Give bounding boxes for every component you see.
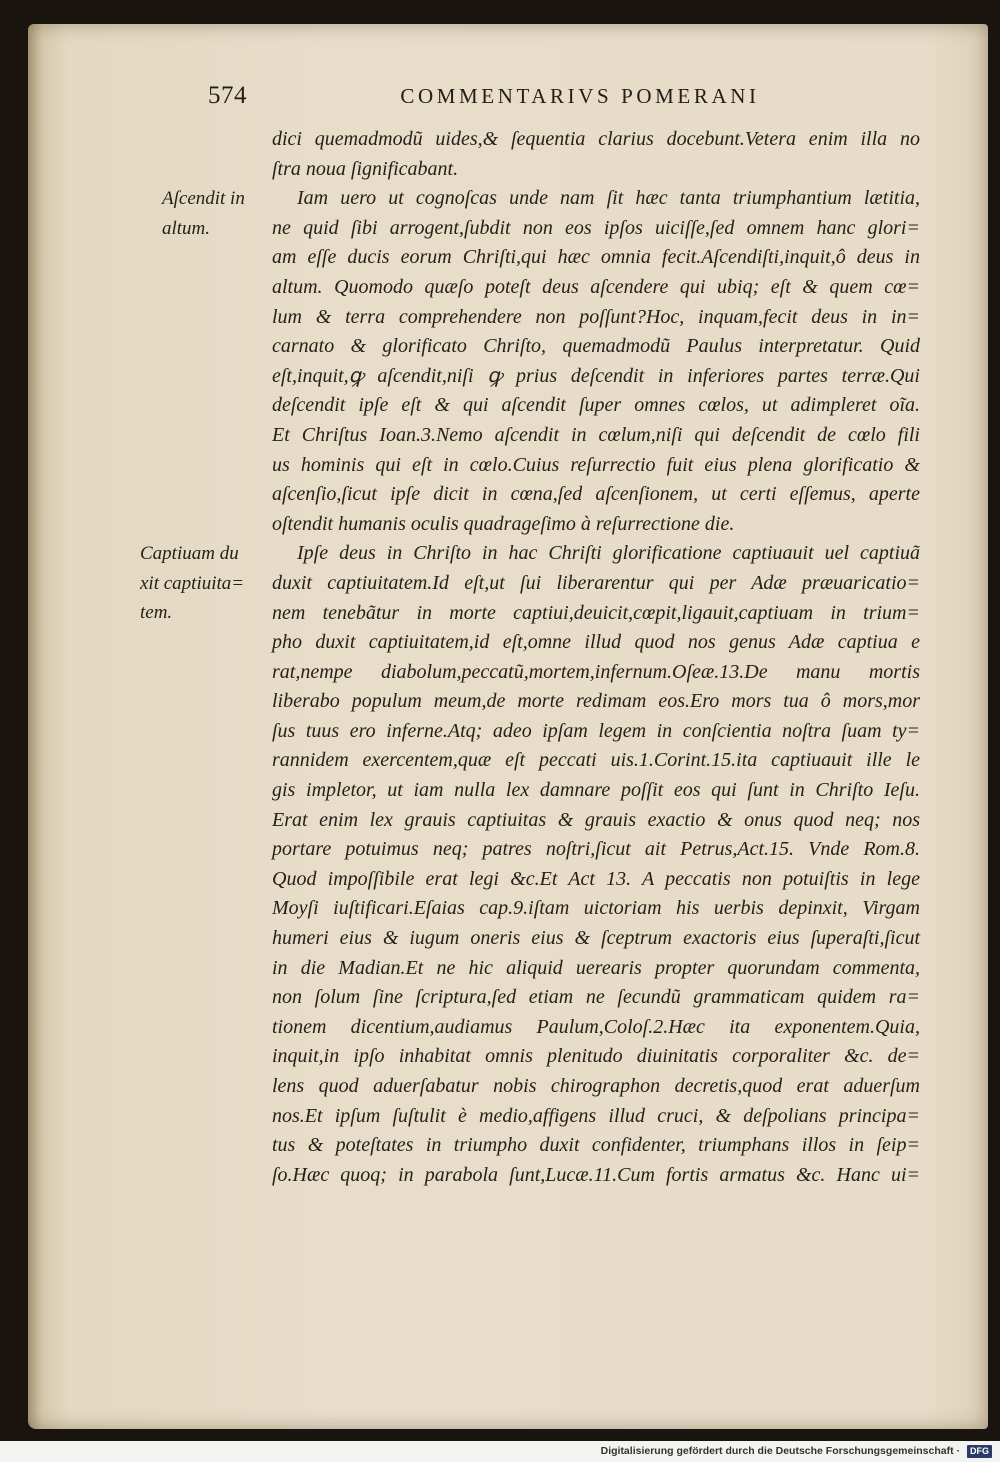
- text-line: nos.Et ipſum ſuſtulit è medio,affigens illud cruci, & deſpolians principa=: [272, 1104, 920, 1127]
- text-line: portare potuimus neq; patres noſtri,ſicut ait Petrus,Act.15. Vnde Rom.8.: [272, 838, 920, 861]
- footer-strip: [0, 1441, 1000, 1462]
- dfg-logo: DFG: [967, 1445, 992, 1458]
- body-text: [272, 125, 920, 1190]
- text-line: Et Chriſtus Ioan.3.Nemo aſcendit in cœlum,niſi qui deſcendit de cœlo fili: [272, 423, 920, 446]
- text-line: Moyſi iuſtificari.Eſaias cap.9.iſtam uictoriam his uerbis depinxit, Virgam: [272, 897, 920, 920]
- text-line: Ipſe deus in Chriſto in hac Chriſti glorificatione captiuauit uel captiuã: [297, 542, 920, 565]
- text-line: lens quod aduerſabatur nobis chirographon decretis,quod erat aduerſum: [272, 1075, 920, 1097]
- text-line: tionem dicentium,audiamus Paulum,Coloſ.2.Hæc ita exponentem.Quia,: [272, 1015, 920, 1038]
- text-line: am eſſe ducis eorum Chriſti,qui hæc omnia fecit.Aſcendiſti,inquit,ô deus in: [272, 246, 920, 269]
- margin-note: [140, 539, 244, 628]
- text-line: oſtendit humanis oculis quadrageſimo à reſurrectione die.: [272, 512, 735, 535]
- digitization-credit: Digitalisierung gefördert durch die Deutsche Forschungsgemeinschaft ·: [600, 1445, 960, 1457]
- text-line: eſt,inquit,ꝙ aſcendit,niſi ꝙ prius deſcendit in inferiores partes terræ.Qui: [272, 364, 920, 387]
- text-line: Erat enim lex grauis captiuitas & grauis exactio & onus quod neq; nos: [272, 808, 920, 831]
- text-line: dici quemadmodũ uides,& ſequentia clarius docebunt.Vetera enim illa no: [272, 128, 920, 150]
- page-number: 574: [208, 82, 247, 109]
- text-line: nem tenebãtur in morte captiui,deuicit,cœpit,ligauit,captiuam in trium=: [272, 601, 920, 624]
- margin-note-line: tem.: [140, 602, 173, 624]
- text-line: Quod impoſſibile erat legi &c.Et Act 13. A peccatis non potuiſtis in lege: [272, 867, 920, 890]
- margin-note-line: altum.: [162, 217, 211, 239]
- text-line: ſtra noua ſignificabant.: [272, 157, 459, 180]
- margin-note-line: Aſcendit in: [162, 188, 245, 209]
- text-line: ſus tuus ero inferne.Atq; adeo ipſam legem in conſcientia noſtra ſuam ty=: [272, 719, 920, 742]
- text-line: altum. Quomodo quæſo poteſt deus aſcendere qui ubiq; eſt & quem cœ=: [272, 275, 920, 298]
- text-line: ſo.Hæc quoq; in parabola ſunt,Lucæ.11.Cum fortis armatus &c. Hanc ui=: [272, 1163, 920, 1186]
- running-title: COMMENTARIVS POMERANI: [400, 84, 760, 108]
- text-line: non ſolum ſine ſcriptura,ſed etiam ne ſecundũ grammaticam quidem ra=: [272, 986, 920, 1009]
- text-line: lum & terra comprehendere non poſſunt?Hoc, inquam,fecit deus in in=: [272, 305, 920, 328]
- text-line: inquit,in ipſo inhabitat omnis plenitudo diuinitatis corporaliter &c. de=: [272, 1045, 920, 1068]
- margin-note-line: xit captiuita=: [140, 572, 245, 594]
- text-line: us hominis qui eſt in cœlo.Cuius reſurrectio fuit eius plena glorificatio &: [272, 453, 920, 476]
- margin-note-line: Captiuam du: [140, 543, 239, 564]
- text-line: humeri eius & iugum oneris eius & ſceptrum exactoris eius ſuperaſti,ſicut: [272, 927, 920, 950]
- margin-note: [162, 184, 245, 243]
- text-line: tus & poteſtates in triumpho duxit confidenter, triumphans illos in ſeip=: [272, 1134, 920, 1157]
- text-line: duxit captiuitatem.Id eſt,ut ſui liberarentur qui per Adæ præuaricatio=: [272, 571, 920, 594]
- text-line: aſcenſio,ſicut ipſe dicit in cœna,ſed aſcenſionem, ut certi eſſemus, aperte: [272, 483, 920, 506]
- text-line: ne quid ſibi arrogent,ſubdit non eos ipſos uiciſſe,ſed omnem hanc glori=: [272, 216, 920, 239]
- text-line: deſcendit ipſe eſt & qui aſcendit ſuper omnes cœlos, ut adimpleret oĩa.: [272, 394, 920, 417]
- text-line: gis impletor, ut iam nulla lex damnare poſſit eos qui ſunt in Chriſto Ieſu.: [272, 779, 920, 802]
- text-line: in die Madian.Et ne hic aliquid uerearis propter quorundam commenta,: [272, 956, 920, 979]
- text-line: rat,nempe diabolum,peccatũ,mortem,infernum.Oſeæ.13.De manu mortis: [272, 660, 920, 683]
- text-line: liberabo populum meum,de morte redimam eos.Ero mors tua ô mors,mor: [272, 690, 920, 713]
- text-line: carnato & glorificato Chriſto, quemadmodũ Paulus interpretatur. Quid: [272, 335, 920, 358]
- text-line: Iam uero ut cognoſcas unde nam ſit hæc tanta triumphantium lætitia,: [297, 187, 920, 210]
- text-line: pho duxit captiuitatem,id eſt,omne illud quod nos genus Adæ captiua e: [272, 631, 920, 654]
- text-line: rannidem exercentem,quæ eſt peccati uis.1.Corint.15.ita captiuauit ille le: [272, 749, 920, 772]
